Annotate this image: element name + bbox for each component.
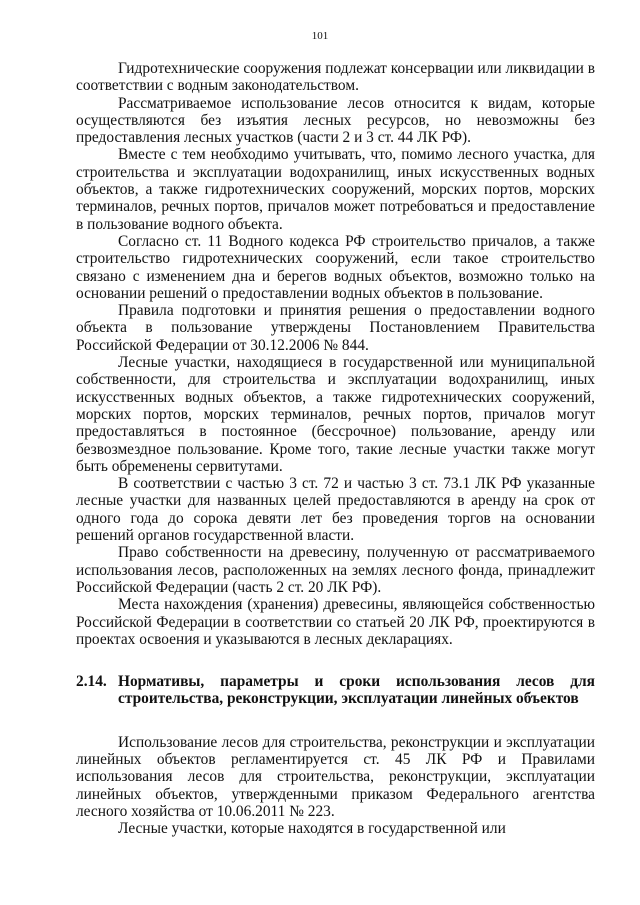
paragraph: Согласно ст. 11 Водного кодекса РФ строительство причалов, а также строительство гидротехнических сооружений, если такое строительство связано с изменением дна и берегов водных объектов, возможно только на основании решений о предоставлении водных объектов в пользование. xyxy=(76,232,595,302)
paragraph: Рассматриваемое использование лесов относится к видам, которые осуществляются без изъятия лесных ресурсов, но невозможны без предоставления лесных участков (части 2 и 3 ст. 44 ЛК РФ). xyxy=(76,94,595,147)
paragraph: Гидротехнические сооружения подлежат консервации или ликвидации в соответствии с водным законодательством. xyxy=(76,60,595,95)
paragraph: Право собственности на древесину, полученную от рассматриваемого использования лесов, расположенных на землях лесного фонда, принадлежит Российской Федерации (часть 2 ст. 20 ЛК РФ). xyxy=(76,544,595,596)
section-number: 2.14. xyxy=(76,673,107,691)
paragraph: Места нахождения (хранения) древесины, являющейся собственностью Российской Федерации в соответствии со статьей 20 ЛК РФ, проектируются в проектах освоения и указываются в лесных декларациях. xyxy=(76,596,595,648)
section-heading xyxy=(76,673,595,708)
paragraph: Правила подготовки и принятия решения о предоставлении водного объекта в пользование утверждены Постановлением Правительства Российской Федерации от 30.12.2006 № 844. xyxy=(76,302,595,354)
paragraph: В соответствии с частью 3 ст. 72 и частью 3 ст. 73.1 ЛК РФ указанные лесные участки для названных целей предоставляются в аренду на срок от одного года до сорока девяти лет без проведения торгов на основании решений органов государственной власти. xyxy=(76,475,595,545)
page-content xyxy=(76,60,595,837)
paragraph: Лесные участки, находящиеся в государственной или муниципальной собственности, для строительства и эксплуатации водохранилищ, иных искусственных водных объектов, а также гидротехнических сооружений, морских портов, морских терминалов, речных портов, причалов могут предоставляться в постоянное (бессрочное) пользование, аренду или безвозмездное пользование. Кроме того, такие лесные участки также могут быть обременены сервитутами. xyxy=(76,354,595,475)
page-number: 101 xyxy=(311,30,329,42)
paragraph: Использование лесов для строительства, реконструкции и эксплуатации линейных объектов регламентируется ст. 45 ЛК РФ и Правилами использования лесов для строительства, реконструкции, эксплуатации линейных объектов, утвержденными приказом Федерального агентства лесного хозяйства от 10.06.2011 № 223. xyxy=(76,733,595,820)
paragraph: Лесные участки, которые находятся в государственной или xyxy=(118,820,506,838)
section-title: Нормативы, параметры и сроки использования лесов для строительства, реконструкции, эксплуатации линейных объектов xyxy=(118,673,595,708)
paragraph: Вместе с тем необходимо учитывать, что, помимо лесного участка, для строительства и эксплуатации водохранилищ, иных искусственных водных объектов, а также гидротехнических сооружений, морских портов, морских терминалов, речных портов, причалов может потребоваться и предоставление в пользование водного объекта. xyxy=(76,146,595,233)
